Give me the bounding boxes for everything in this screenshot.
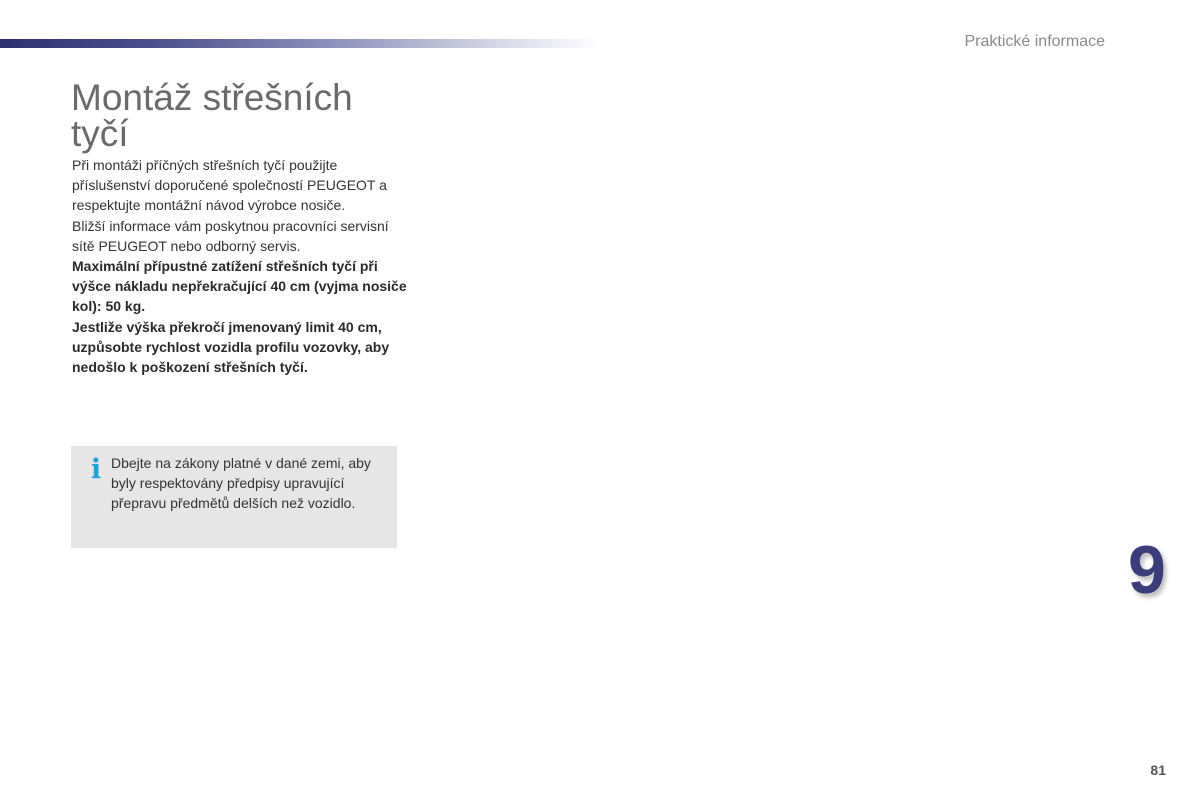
page-heading xyxy=(71,77,401,154)
info-box xyxy=(71,446,397,548)
header-gradient-bar xyxy=(0,39,600,48)
info-text: Dbejte na zákony platné v dané zemi, aby byly respektovány předpisy upravující přepravu předmětů delších než vozidlo. xyxy=(111,455,371,512)
body-text xyxy=(72,155,407,377)
chapter-number: 9 xyxy=(1128,532,1166,608)
paragraph-accessories: Při montáži příčných střešních tyčí použijte příslušenství doporučené společností PEUGEOT a respektujte montážní návod výrobce nosiče. xyxy=(72,157,387,214)
section-title: Praktické informace xyxy=(964,33,1105,50)
heading-line-2: tyčí xyxy=(71,113,129,154)
info-icon: i xyxy=(90,454,102,485)
paragraph-service: Bližší informace vám poskytnou pracovníci servisní sítě PEUGEOT nebo odborný servis. xyxy=(72,217,389,254)
paragraph-max-load: Maximální přípustné zatížení střešních tyčí při výšce nákladu nepřekračující 40 cm (vyjma nosiče kol): 50 kg. xyxy=(72,258,407,315)
heading-line-1: Montáž střešních xyxy=(71,77,353,118)
paragraph-height-warning: Jestliže výška překročí jmenovaný limit 40 cm, uzpůsobte rychlost vozidla profilu vozovky, aby nedošlo k poškození střešních tyčí. xyxy=(72,318,390,376)
page-number: 81 xyxy=(1150,762,1166,778)
